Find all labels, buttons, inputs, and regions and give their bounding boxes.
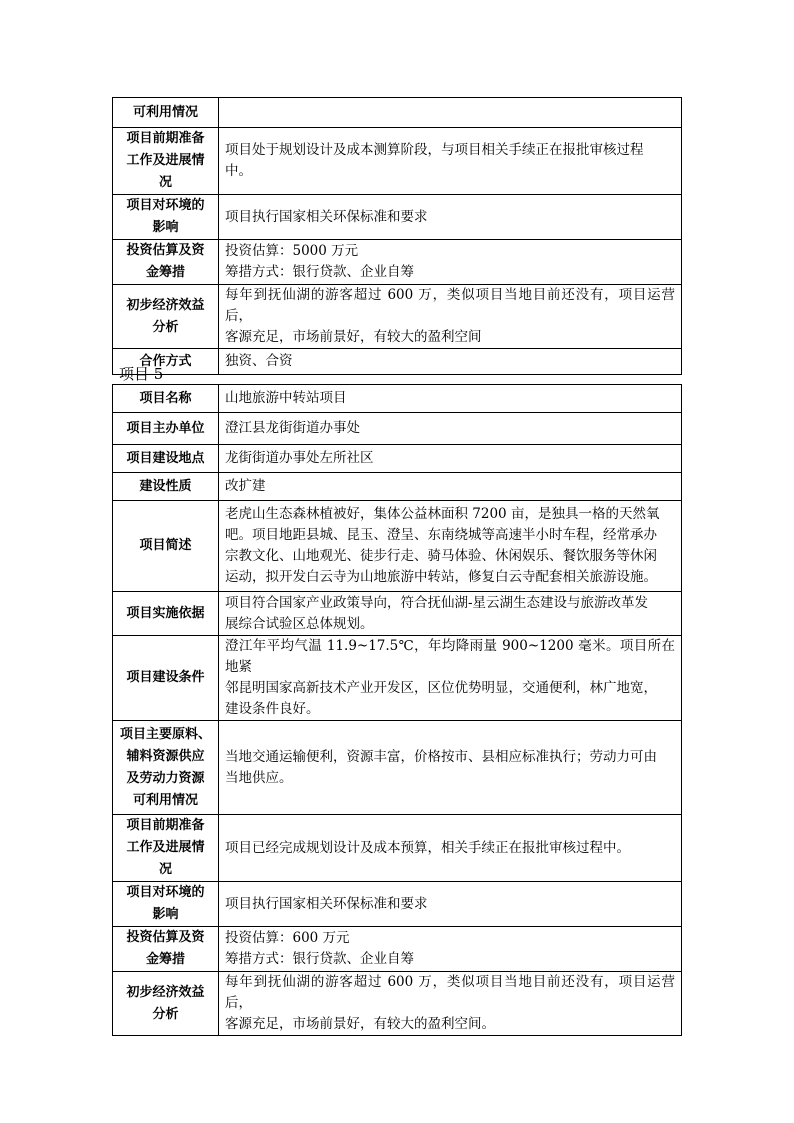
row-label [113, 636, 219, 721]
row-value [219, 592, 682, 636]
row-label-line: 项目简述 [139, 538, 192, 553]
row-label [113, 128, 219, 195]
row-label-line: 分析 [152, 1006, 179, 1022]
row-label-line: 项目前期准备 [126, 131, 205, 146]
row-label-line: 项目建设地点 [126, 450, 205, 466]
project-5-table [112, 384, 682, 1036]
row-value-line: 山地旅游中转站项目 [225, 390, 347, 406]
row-label-line: 金筹措 [145, 265, 185, 280]
row-label-line: 投资估算及资 [126, 243, 205, 258]
row-value [219, 240, 682, 285]
row-label [113, 285, 219, 349]
row-value-line: 项目符合国家产业政策导向，符合抚仙湖-星云湖生态建设与旅游改革发 [225, 594, 649, 611]
row-label-line: 工作及进展情 [126, 840, 205, 855]
row-value-line: 中。 [225, 163, 252, 179]
row-value-line: 投资估算：600 万元 [225, 930, 350, 946]
row-label-line: 项目名称 [139, 390, 192, 406]
row-value-line: 筹措方式：银行贷款、企业自筹 [225, 264, 414, 280]
row-label-line: 影响 [152, 220, 179, 235]
row-value [219, 98, 682, 128]
row-label-line: 况 [158, 175, 172, 190]
row-label-line: 项目主办单位 [126, 420, 205, 436]
row-value-line: 独资、合资 [225, 353, 293, 369]
row-value-line: 项目执行国家相关环保标准和要求 [225, 208, 428, 225]
table-row [113, 413, 682, 445]
row-value [219, 927, 682, 972]
row-value [219, 413, 682, 445]
row-value [219, 285, 682, 349]
row-label-line: 分析 [152, 319, 179, 335]
table-row [113, 240, 682, 285]
row-value-line: 吧。项目地距县城、昆玉、澄呈、东南绕城等高速半小时车程，经常承办 [225, 527, 657, 543]
row-label-line: 项目实施依据 [126, 605, 205, 621]
table-row [113, 195, 682, 240]
row-label-line: 工作及进展情 [126, 153, 205, 168]
table-row [113, 636, 682, 721]
row-value-line: 老虎山生态森林植被好，集体公益林面积 7200 亩，是独具一格的天然氧 [225, 506, 660, 522]
row-label-line: 投资估算及资 [126, 930, 205, 945]
row-value [219, 445, 682, 473]
row-label [113, 385, 219, 413]
table-row [113, 445, 682, 473]
row-value [219, 501, 682, 592]
row-label [113, 972, 219, 1036]
row-label [113, 501, 219, 592]
row-label [113, 815, 219, 882]
row-label-line: 可利用情况 [132, 104, 198, 120]
row-label [113, 445, 219, 473]
table-row [113, 98, 682, 128]
row-value-line: 项目执行国家相关环保标准和要求 [225, 895, 428, 912]
table-row [113, 128, 682, 195]
row-value-line: 建设条件良好。 [225, 701, 320, 717]
row-label-line: 初步经济效益 [126, 984, 205, 1000]
row-label-line: 合作方式 [139, 353, 192, 369]
row-value [219, 349, 682, 375]
row-label [113, 882, 219, 927]
table-row [113, 473, 682, 501]
table-row [113, 385, 682, 413]
row-value [219, 882, 682, 927]
row-label-line: 初步经济效益 [126, 297, 205, 313]
table-row [113, 927, 682, 972]
row-value-line: 运动，拟开发白云寺为山地旅游中转站，修复白云寺配套相关旅游设施。 [225, 569, 657, 585]
row-value [219, 972, 682, 1036]
row-value [219, 385, 682, 413]
row-label [113, 413, 219, 445]
row-label [113, 927, 219, 972]
table-row [113, 349, 682, 375]
row-value-line: 客源充足，市场前景好，有较大的盈利空间。 [225, 1016, 495, 1032]
row-label-line: 项目对环境的 [126, 885, 205, 900]
row-label-line: 影响 [152, 907, 179, 922]
row-value-line: 改扩建 [225, 478, 266, 494]
row-label-line: 项目主要原料、 [119, 726, 211, 742]
row-label-line: 建设性质 [139, 478, 192, 494]
row-value [219, 195, 682, 240]
row-value-line: 邻昆明国家高新技术产业开发区，区位优势明显，交通便利，林广地宽， [225, 680, 657, 696]
row-value-line: 客源充足，市场前景好，有较大的盈利空间 [225, 329, 482, 345]
row-value [219, 128, 682, 195]
table-row [113, 285, 682, 349]
row-value-line: 当地供应。 [225, 769, 293, 786]
row-value [219, 636, 682, 721]
table-row [113, 882, 682, 927]
row-label-line: 项目对环境的 [126, 198, 205, 213]
row-value-line: 每年到抚仙湖的游客超过 600 万，类似项目当地目前还没有，项目运营后， [225, 974, 675, 1011]
table-row [113, 592, 682, 636]
row-label-line: 况 [158, 862, 172, 877]
row-label [113, 240, 219, 285]
row-value-line: 宗教文化、山地观光、徒步行走、骑马体验、休闲娱乐、餐饮服务等休闲 [225, 548, 657, 564]
row-label-line: 项目前期准备 [126, 818, 205, 833]
row-value-line: 项目已经完成规划设计及成本预算，相关手续正在报批审核过程中。 [225, 839, 630, 856]
row-value-line: 筹措方式：银行贷款、企业自筹 [225, 951, 414, 967]
row-value-line: 每年到抚仙湖的游客超过 600 万，类似项目当地目前还没有，项目运营后， [225, 287, 675, 324]
project-table-continued [112, 97, 682, 375]
row-value [219, 721, 682, 815]
row-value [219, 473, 682, 501]
table-row [113, 501, 682, 592]
row-value-line: 展综合试验区总体规划。 [225, 615, 374, 632]
row-label-line: 及劳动力资源 [126, 770, 205, 786]
row-label-line: 可利用情况 [132, 792, 198, 808]
row-value-line: 投资估算：5000 万元 [225, 243, 359, 259]
row-label [113, 592, 219, 636]
row-value-line: 当地交通运输便利，资源丰富，价格按市、县相应标准执行；劳动力可由 [225, 748, 657, 765]
table-row [113, 721, 682, 815]
table-row [113, 815, 682, 882]
row-label [113, 195, 219, 240]
row-label [113, 473, 219, 501]
row-value-line: 澄江县龙街街道办事处 [225, 420, 360, 436]
row-value-line: 龙街街道办事处左所社区 [225, 450, 374, 466]
row-label-line: 项目建设条件 [126, 670, 205, 685]
row-label-line: 辅料资源供应 [126, 748, 205, 764]
row-label [113, 721, 219, 815]
table-row [113, 972, 682, 1036]
project-heading: 项目 5 [119, 365, 164, 383]
row-value-line: 澄江年平均气温 11.9~17.5℃，年均降雨量 900~1200 毫米。项目所在地紧 [225, 638, 675, 675]
row-label [113, 98, 219, 128]
row-value [219, 815, 682, 882]
row-value-line: 项目处于规划设计及成本测算阶段，与项目相关手续正在报批审核过程 [225, 142, 644, 158]
row-label-line: 金筹措 [145, 952, 185, 967]
